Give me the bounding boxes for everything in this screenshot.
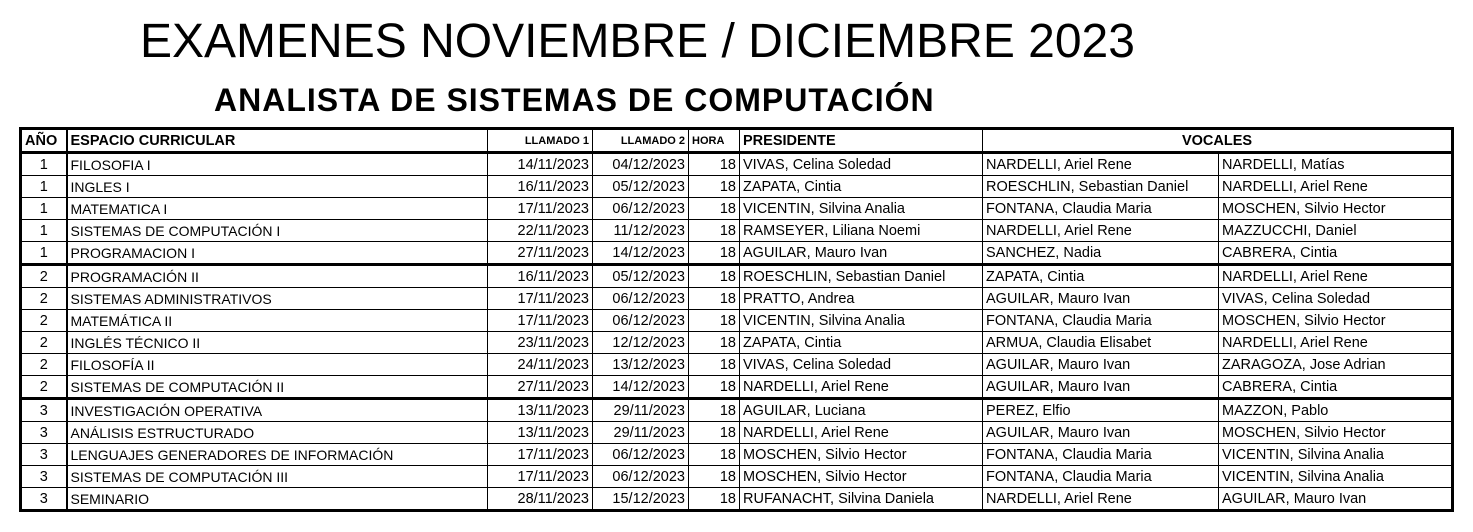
cell-year: 3 bbox=[21, 444, 67, 466]
col-header-vocals: VOCALES bbox=[983, 129, 1453, 153]
cell-vocal1: ROESCHLIN, Sebastian Daniel bbox=[983, 176, 1219, 198]
cell-year: 1 bbox=[21, 242, 67, 265]
cell-president: RAMSEYER, Liliana Noemi bbox=[740, 220, 983, 242]
table-row bbox=[21, 422, 1453, 444]
cell-president: MOSCHEN, Silvio Hector bbox=[740, 444, 983, 466]
cell-vocal2: VICENTIN, Silvina Analia bbox=[1219, 444, 1453, 466]
cell-call1: 13/11/2023 bbox=[488, 422, 593, 444]
cell-call2: 06/12/2023 bbox=[593, 310, 689, 332]
cell-hour: 18 bbox=[689, 376, 740, 399]
cell-call2: 04/12/2023 bbox=[593, 153, 689, 176]
cell-call2: 13/12/2023 bbox=[593, 354, 689, 376]
cell-hour: 18 bbox=[689, 220, 740, 242]
cell-year: 2 bbox=[21, 288, 67, 310]
cell-president: RUFANACHT, Silvina Daniela bbox=[740, 488, 983, 511]
cell-president: ZAPATA, Cintia bbox=[740, 332, 983, 354]
cell-vocal1: NARDELLI, Ariel Rene bbox=[983, 488, 1219, 511]
cell-subject: INGLÉS TÉCNICO II bbox=[67, 332, 488, 354]
cell-call1: 27/11/2023 bbox=[488, 376, 593, 399]
table-body bbox=[21, 153, 1453, 511]
cell-call2: 14/12/2023 bbox=[593, 242, 689, 265]
cell-vocal2: CABRERA, Cintia bbox=[1219, 242, 1453, 265]
cell-hour: 18 bbox=[689, 288, 740, 310]
cell-subject: PROGRAMACION I bbox=[67, 242, 488, 265]
table-row bbox=[21, 466, 1453, 488]
cell-call2: 05/12/2023 bbox=[593, 265, 689, 288]
col-header-president: PRESIDENTE bbox=[740, 129, 983, 153]
table-row bbox=[21, 153, 1453, 176]
cell-subject: PROGRAMACIÓN II bbox=[67, 265, 488, 288]
cell-subject: MATEMATICA I bbox=[67, 198, 488, 220]
cell-vocal2: NARDELLI, Ariel Rene bbox=[1219, 176, 1453, 198]
table-row bbox=[21, 376, 1453, 399]
cell-vocal2: MOSCHEN, Silvio Hector bbox=[1219, 198, 1453, 220]
cell-president: PRATTO, Andrea bbox=[740, 288, 983, 310]
cell-president: AGUILAR, Mauro Ivan bbox=[740, 242, 983, 265]
cell-call2: 06/12/2023 bbox=[593, 198, 689, 220]
cell-call1: 13/11/2023 bbox=[488, 399, 593, 422]
cell-president: ROESCHLIN, Sebastian Daniel bbox=[740, 265, 983, 288]
cell-year: 2 bbox=[21, 354, 67, 376]
cell-vocal2: NARDELLI, Matías bbox=[1219, 153, 1453, 176]
cell-president: MOSCHEN, Silvio Hector bbox=[740, 466, 983, 488]
cell-vocal2: AGUILAR, Mauro Ivan bbox=[1219, 488, 1453, 511]
col-header-hour: HORA bbox=[689, 129, 740, 153]
cell-hour: 18 bbox=[689, 466, 740, 488]
exam-schedule-table bbox=[19, 127, 1454, 512]
cell-call2: 05/12/2023 bbox=[593, 176, 689, 198]
cell-vocal2: NARDELLI, Ariel Rene bbox=[1219, 265, 1453, 288]
cell-vocal2: MAZZUCCHI, Daniel bbox=[1219, 220, 1453, 242]
cell-call2: 15/12/2023 bbox=[593, 488, 689, 511]
cell-hour: 18 bbox=[689, 354, 740, 376]
cell-call2: 06/12/2023 bbox=[593, 288, 689, 310]
cell-hour: 18 bbox=[689, 399, 740, 422]
cell-call2: 06/12/2023 bbox=[593, 466, 689, 488]
cell-vocal1: FONTANA, Claudia Maria bbox=[983, 444, 1219, 466]
cell-year: 3 bbox=[21, 488, 67, 511]
cell-hour: 18 bbox=[689, 332, 740, 354]
cell-call2: 06/12/2023 bbox=[593, 444, 689, 466]
table-row bbox=[21, 399, 1453, 422]
cell-hour: 18 bbox=[689, 198, 740, 220]
cell-subject: SEMINARIO bbox=[67, 488, 488, 511]
page-subtitle: ANALISTA DE SISTEMAS DE COMPUTACIÓN bbox=[214, 82, 935, 118]
cell-hour: 18 bbox=[689, 310, 740, 332]
cell-year: 2 bbox=[21, 376, 67, 399]
cell-subject: INVESTIGACIÓN OPERATIVA bbox=[67, 399, 488, 422]
cell-hour: 18 bbox=[689, 176, 740, 198]
cell-vocal2: VIVAS, Celina Soledad bbox=[1219, 288, 1453, 310]
cell-vocal2: VICENTIN, Silvina Analia bbox=[1219, 466, 1453, 488]
cell-subject: FILOSOFÍA II bbox=[67, 354, 488, 376]
cell-year: 1 bbox=[21, 220, 67, 242]
col-header-subject: ESPACIO CURRICULAR bbox=[67, 129, 488, 153]
cell-vocal1: NARDELLI, Ariel Rene bbox=[983, 153, 1219, 176]
cell-year: 3 bbox=[21, 399, 67, 422]
cell-vocal1: FONTANA, Claudia Maria bbox=[983, 198, 1219, 220]
cell-year: 1 bbox=[21, 176, 67, 198]
cell-subject: SISTEMAS ADMINISTRATIVOS bbox=[67, 288, 488, 310]
cell-vocal1: FONTANA, Claudia Maria bbox=[983, 310, 1219, 332]
cell-subject: SISTEMAS DE COMPUTACIÓN I bbox=[67, 220, 488, 242]
table-row bbox=[21, 198, 1453, 220]
cell-subject: SISTEMAS DE COMPUTACIÓN III bbox=[67, 466, 488, 488]
table-row bbox=[21, 176, 1453, 198]
cell-hour: 18 bbox=[689, 265, 740, 288]
cell-call1: 14/11/2023 bbox=[488, 153, 593, 176]
cell-call1: 27/11/2023 bbox=[488, 242, 593, 265]
cell-president: NARDELLI, Ariel Rene bbox=[740, 376, 983, 399]
cell-vocal1: ARMUA, Claudia Elisabet bbox=[983, 332, 1219, 354]
cell-hour: 18 bbox=[689, 488, 740, 511]
cell-hour: 18 bbox=[689, 444, 740, 466]
table-row bbox=[21, 444, 1453, 466]
cell-year: 1 bbox=[21, 198, 67, 220]
cell-call1: 17/11/2023 bbox=[488, 198, 593, 220]
cell-call1: 23/11/2023 bbox=[488, 332, 593, 354]
table-row bbox=[21, 288, 1453, 310]
cell-call1: 28/11/2023 bbox=[488, 488, 593, 511]
table-header-row bbox=[21, 129, 1453, 153]
page-title: EXAMENES NOVIEMBRE / DICIEMBRE 2023 bbox=[140, 15, 1135, 68]
cell-vocal1: PEREZ, Elfio bbox=[983, 399, 1219, 422]
cell-hour: 18 bbox=[689, 242, 740, 265]
cell-subject: FILOSOFIA I bbox=[67, 153, 488, 176]
cell-vocal1: ZAPATA, Cintia bbox=[983, 265, 1219, 288]
cell-year: 2 bbox=[21, 265, 67, 288]
table-row bbox=[21, 332, 1453, 354]
cell-hour: 18 bbox=[689, 153, 740, 176]
cell-call1: 17/11/2023 bbox=[488, 310, 593, 332]
cell-call1: 17/11/2023 bbox=[488, 288, 593, 310]
cell-call2: 29/11/2023 bbox=[593, 422, 689, 444]
cell-call1: 22/11/2023 bbox=[488, 220, 593, 242]
col-header-call2: LLAMADO 2 bbox=[593, 129, 689, 153]
cell-year: 3 bbox=[21, 466, 67, 488]
cell-year: 2 bbox=[21, 332, 67, 354]
cell-president: VIVAS, Celina Soledad bbox=[740, 354, 983, 376]
cell-call1: 16/11/2023 bbox=[488, 265, 593, 288]
cell-vocal2: NARDELLI, Ariel Rene bbox=[1219, 332, 1453, 354]
cell-vocal2: ZARAGOZA, Jose Adrian bbox=[1219, 354, 1453, 376]
cell-year: 2 bbox=[21, 310, 67, 332]
table-row bbox=[21, 354, 1453, 376]
cell-vocal1: SANCHEZ, Nadia bbox=[983, 242, 1219, 265]
cell-vocal2: MOSCHEN, Silvio Hector bbox=[1219, 310, 1453, 332]
cell-vocal1: AGUILAR, Mauro Ivan bbox=[983, 288, 1219, 310]
cell-vocal1: AGUILAR, Mauro Ivan bbox=[983, 422, 1219, 444]
cell-president: ZAPATA, Cintia bbox=[740, 176, 983, 198]
cell-call2: 11/12/2023 bbox=[593, 220, 689, 242]
cell-call1: 17/11/2023 bbox=[488, 444, 593, 466]
cell-vocal1: AGUILAR, Mauro Ivan bbox=[983, 354, 1219, 376]
cell-hour: 18 bbox=[689, 422, 740, 444]
cell-year: 1 bbox=[21, 153, 67, 176]
cell-president: AGUILAR, Luciana bbox=[740, 399, 983, 422]
cell-president: VICENTIN, Silvina Analia bbox=[740, 310, 983, 332]
col-header-call1: LLAMADO 1 bbox=[488, 129, 593, 153]
cell-president: VIVAS, Celina Soledad bbox=[740, 153, 983, 176]
table-row bbox=[21, 220, 1453, 242]
table-row bbox=[21, 310, 1453, 332]
cell-call2: 14/12/2023 bbox=[593, 376, 689, 399]
cell-subject: LENGUAJES GENERADORES DE INFORMACIÓN bbox=[67, 444, 488, 466]
cell-president: NARDELLI, Ariel Rene bbox=[740, 422, 983, 444]
col-header-year: AÑO bbox=[21, 129, 67, 153]
cell-call1: 16/11/2023 bbox=[488, 176, 593, 198]
cell-call2: 29/11/2023 bbox=[593, 399, 689, 422]
cell-subject: ANÁLISIS ESTRUCTURADO bbox=[67, 422, 488, 444]
cell-vocal2: CABRERA, Cintia bbox=[1219, 376, 1453, 399]
cell-subject: MATEMÁTICA II bbox=[67, 310, 488, 332]
cell-year: 3 bbox=[21, 422, 67, 444]
cell-vocal2: MOSCHEN, Silvio Hector bbox=[1219, 422, 1453, 444]
cell-vocal1: NARDELLI, Ariel Rene bbox=[983, 220, 1219, 242]
cell-call1: 17/11/2023 bbox=[488, 466, 593, 488]
table-row bbox=[21, 265, 1453, 288]
cell-vocal1: AGUILAR, Mauro Ivan bbox=[983, 376, 1219, 399]
cell-vocal2: MAZZON, Pablo bbox=[1219, 399, 1453, 422]
table-row bbox=[21, 488, 1453, 511]
cell-call2: 12/12/2023 bbox=[593, 332, 689, 354]
cell-president: VICENTIN, Silvina Analia bbox=[740, 198, 983, 220]
cell-subject: SISTEMAS DE COMPUTACIÓN II bbox=[67, 376, 488, 399]
cell-call1: 24/11/2023 bbox=[488, 354, 593, 376]
cell-vocal1: FONTANA, Claudia Maria bbox=[983, 466, 1219, 488]
cell-subject: INGLES I bbox=[67, 176, 488, 198]
table-row bbox=[21, 242, 1453, 265]
